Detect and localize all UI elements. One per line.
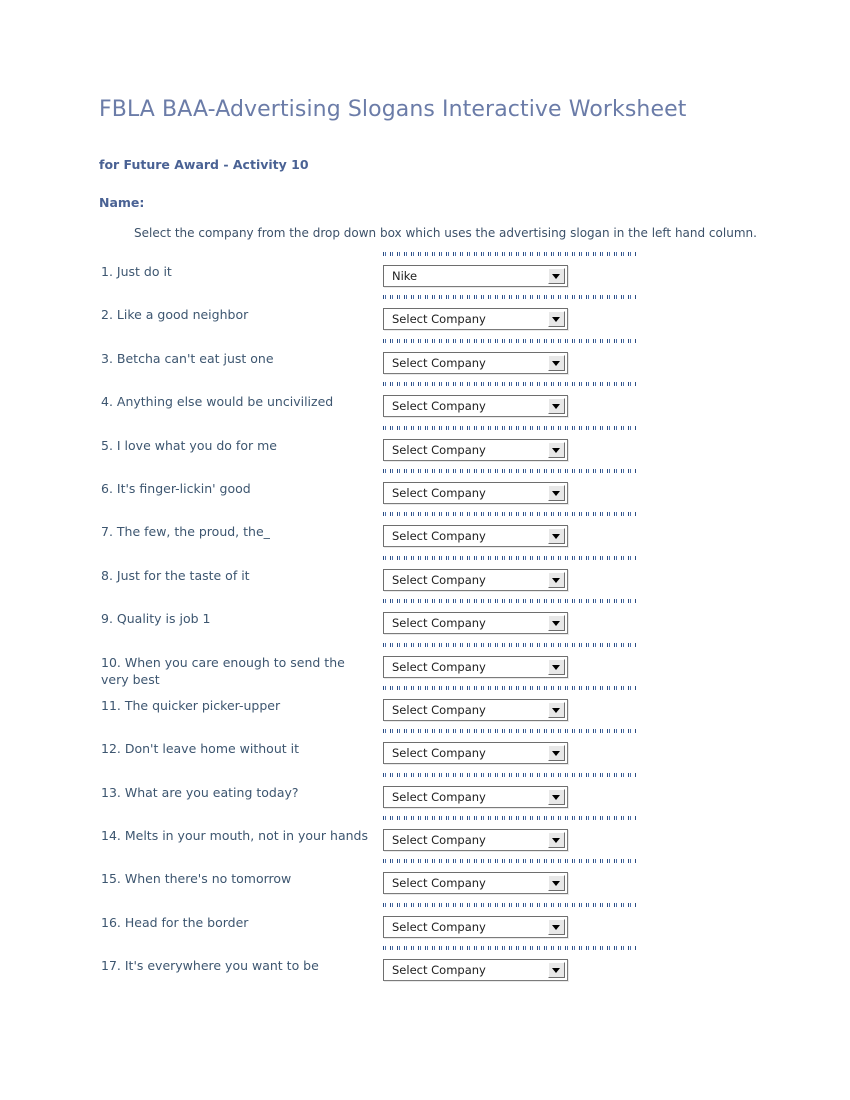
row-separator-rule (383, 729, 637, 733)
row-separator-rule (383, 295, 637, 299)
company-select[interactable] (383, 482, 568, 504)
chevron-down-icon[interactable] (548, 875, 565, 891)
row-separator-rule (383, 599, 637, 603)
company-select-value: Select Company (392, 616, 486, 631)
row-separator-rule (383, 382, 637, 386)
answer-cell (383, 439, 568, 461)
company-select-value: Select Company (392, 442, 486, 457)
caret-glyph (552, 665, 560, 670)
row-separator-rule (383, 469, 637, 473)
company-select[interactable] (383, 612, 568, 634)
row-separator-rule (383, 556, 637, 560)
slogan-label: 4. Anything else would be uncivilized (101, 394, 334, 410)
answer-cell (383, 395, 568, 417)
company-select[interactable] (383, 352, 568, 374)
answer-cell (383, 959, 568, 981)
answer-cell (383, 829, 568, 851)
worksheet-row (99, 859, 659, 902)
answer-cell (383, 569, 568, 591)
chevron-down-icon[interactable] (548, 919, 565, 935)
chevron-down-icon[interactable] (548, 659, 565, 675)
caret-glyph (552, 491, 560, 496)
chevron-down-icon[interactable] (548, 398, 565, 414)
company-select[interactable] (383, 959, 568, 981)
slogan-label: 2. Like a good neighbor (101, 307, 249, 323)
slogan-label: 15. When there's no tomorrow (101, 871, 292, 887)
company-select[interactable] (383, 872, 568, 894)
row-separator-rule (383, 686, 637, 690)
chevron-down-icon[interactable] (548, 268, 565, 284)
company-select[interactable] (383, 656, 568, 678)
chevron-down-icon[interactable] (548, 485, 565, 501)
row-separator-rule (383, 339, 637, 343)
answer-cell (383, 699, 568, 721)
caret-glyph (552, 751, 560, 756)
instructions-text: Select the company from the drop down box which uses the advertising slogan in the left hand column. (134, 226, 757, 240)
caret-glyph (552, 838, 560, 843)
company-select[interactable] (383, 829, 568, 851)
company-select[interactable] (383, 308, 568, 330)
row-separator-rule (383, 773, 637, 777)
worksheet-row (99, 946, 659, 989)
slogan-label: 12. Don't leave home without it (101, 741, 299, 757)
worksheet-row (99, 426, 659, 469)
name-field-label: Name: (99, 195, 145, 210)
worksheet-row (99, 599, 659, 642)
row-separator-rule (383, 426, 637, 430)
slogan-label: 9. Quality is job 1 (101, 611, 211, 627)
slogan-label: 7. The few, the proud, the_ (101, 524, 270, 540)
caret-glyph (552, 881, 560, 886)
slogan-label: 3. Betcha can't eat just one (101, 350, 274, 366)
company-select-value: Select Company (392, 485, 486, 500)
worksheet-row (99, 295, 659, 338)
slogan-label: 11. The quicker picker-upper (101, 697, 281, 713)
slogan-list (99, 252, 659, 990)
slogan-label: 1. Just do it (101, 264, 172, 279)
answer-cell (383, 872, 568, 894)
company-select-value: Nike (392, 269, 418, 283)
chevron-down-icon[interactable] (548, 832, 565, 848)
caret-glyph (552, 361, 560, 366)
slogan-label: 17. It's everywhere you want to be (101, 958, 319, 974)
company-select[interactable] (383, 699, 568, 721)
chevron-down-icon[interactable] (548, 311, 565, 327)
caret-glyph (552, 317, 560, 322)
chevron-down-icon[interactable] (548, 355, 565, 371)
worksheet-row (99, 469, 659, 512)
row-separator-rule (383, 859, 637, 863)
chevron-down-icon[interactable] (548, 442, 565, 458)
caret-glyph (552, 578, 560, 583)
chevron-down-icon[interactable] (548, 702, 565, 718)
answer-cell (383, 786, 568, 808)
answer-cell (383, 482, 568, 504)
worksheet-row (99, 339, 659, 382)
slogan-label: 10. When you care enough to send the very best (101, 654, 345, 687)
page-title: FBLA BAA-Advertising Slogans Interactive Worksheet (99, 97, 687, 122)
answer-cell (383, 308, 568, 330)
worksheet-row (99, 773, 659, 816)
caret-glyph (552, 795, 560, 800)
worksheet-row (99, 643, 659, 686)
answer-cell (383, 525, 568, 547)
chevron-down-icon[interactable] (548, 745, 565, 761)
company-select-value: Select Company (392, 876, 486, 891)
worksheet-row (99, 903, 659, 946)
slogan-label: 8. Just for the taste of it (101, 567, 250, 583)
company-select-value: Select Company (392, 789, 486, 804)
chevron-down-icon[interactable] (548, 962, 565, 978)
company-select[interactable] (383, 742, 568, 764)
answer-cell (383, 656, 568, 678)
chevron-down-icon[interactable] (548, 572, 565, 588)
worksheet-row (99, 729, 659, 772)
slogan-label: 5. I love what you do for me (101, 437, 277, 453)
row-separator-rule (383, 946, 637, 950)
caret-glyph (552, 968, 560, 973)
company-select-value: Select Company (392, 659, 486, 674)
company-select-value: Select Company (392, 529, 486, 544)
company-select[interactable] (383, 525, 568, 547)
slogan-label: 6. It's finger-lickin' good (101, 480, 251, 496)
company-select[interactable] (383, 395, 568, 417)
company-select-value: Select Company (392, 833, 486, 848)
company-select[interactable] (383, 265, 568, 287)
worksheet-row (99, 252, 659, 295)
caret-glyph (552, 404, 560, 409)
company-select[interactable] (383, 569, 568, 591)
caret-glyph (552, 448, 560, 453)
chevron-down-icon[interactable] (548, 528, 565, 544)
slogan-label: 14. Melts in your mouth, not in your hands (101, 828, 368, 844)
company-select-value: Select Company (392, 746, 486, 761)
row-separator-rule (383, 816, 637, 820)
company-select-value: Select Company (392, 399, 486, 414)
caret-glyph (552, 534, 560, 539)
answer-cell (383, 352, 568, 374)
worksheet-row (99, 816, 659, 859)
caret-glyph (552, 621, 560, 626)
worksheet-row (99, 686, 659, 729)
company-select-value: Select Company (392, 312, 486, 327)
row-separator-rule (383, 252, 637, 256)
chevron-down-icon[interactable] (548, 615, 565, 631)
row-separator-rule (383, 903, 637, 907)
worksheet-row (99, 512, 659, 555)
row-separator-rule (383, 643, 637, 647)
company-select-value: Select Company (392, 702, 486, 717)
document-subtitle: for Future Award - Activity 10 (99, 157, 309, 172)
company-select[interactable] (383, 786, 568, 808)
chevron-down-icon[interactable] (548, 789, 565, 805)
company-select[interactable] (383, 916, 568, 938)
company-select-value: Select Company (392, 355, 486, 370)
company-select[interactable] (383, 439, 568, 461)
answer-cell (383, 742, 568, 764)
caret-glyph (552, 708, 560, 713)
document-header (99, 96, 759, 211)
worksheet-row (99, 556, 659, 599)
company-select-value: Select Company (392, 919, 486, 934)
caret-glyph (552, 274, 560, 279)
answer-cell (383, 265, 568, 287)
answer-cell (383, 612, 568, 634)
worksheet-row (99, 382, 659, 425)
company-select-value: Select Company (392, 572, 486, 587)
caret-glyph (552, 925, 560, 930)
company-select-value: Select Company (392, 963, 486, 978)
slogan-label: 16. Head for the border (101, 914, 249, 930)
slogan-label: 13. What are you eating today? (101, 784, 299, 800)
row-separator-rule (383, 512, 637, 516)
answer-cell (383, 916, 568, 938)
